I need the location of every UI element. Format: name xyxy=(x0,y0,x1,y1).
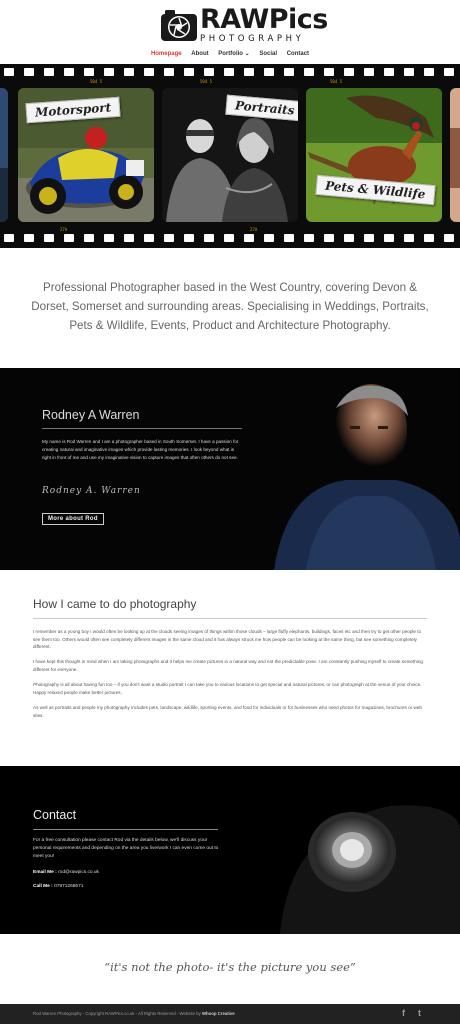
film-sprocket-hole xyxy=(44,234,54,242)
film-frame-edge xyxy=(0,88,8,222)
story-title: How I came to do photography xyxy=(33,597,197,611)
portraits-label: Portraits xyxy=(225,95,298,122)
film-code: 504 5 xyxy=(200,79,213,84)
film-sprocket-hole xyxy=(244,68,254,76)
twitter-icon[interactable]: t xyxy=(418,1008,421,1018)
story-paragraph: I remember as a young boy I would often be looking up at the clouds seeing images of things within those clouds – large fluffy elephants, buildings, faces etc and then try to get other people to see them too. Others would often see completely different images in the same cloud and it has always struck me how people can be looking at the same thing, but see something completely different. xyxy=(33,629,422,650)
about-divider xyxy=(42,428,242,429)
more-about-rod-button[interactable]: More about Rod xyxy=(42,513,104,525)
film-sprocket-hole xyxy=(104,68,114,76)
logo-tagline: PHOTOGRAPHY xyxy=(200,34,305,44)
film-sprocket-hole xyxy=(444,234,454,242)
film-sprocket-hole xyxy=(404,68,414,76)
contact-title: Contact xyxy=(33,808,77,822)
motorsport-label: Motorsport xyxy=(25,97,120,124)
film-code: 504 5 xyxy=(90,79,103,84)
film-sprocket-hole xyxy=(444,68,454,76)
nav-portfolio-label: Portfolio xyxy=(218,51,243,57)
film-sprocket-hole xyxy=(364,68,374,76)
signature: Rodney A. Warren xyxy=(42,486,141,496)
contact-section xyxy=(0,766,460,934)
film-sprocket-hole xyxy=(224,234,234,242)
film-sprocket-hole xyxy=(184,234,194,242)
about-title: Rodney A Warren xyxy=(42,408,140,422)
film-sprocket-hole xyxy=(204,234,214,242)
contact-phone xyxy=(33,884,83,889)
film-sprocket-row-top xyxy=(4,68,460,78)
contact-text: For a free consultation please contact Rod via the details below, we'll discuss your personal requirements and depending on the area you live/work I can even come out to meet you! xyxy=(33,838,219,859)
phone-label: Call Me : xyxy=(33,884,53,889)
main-nav xyxy=(0,50,460,57)
tagline-quote: “it's not the photo- it's the picture you see” xyxy=(104,960,356,974)
nav-about[interactable]: About xyxy=(191,51,209,57)
film-sprocket-hole xyxy=(44,68,54,76)
intro-section xyxy=(0,248,460,368)
story-paragraph: Photography is all about having fun too – if you don't want a studio portrait I can take you to various locations to get special and natural pictures, or can photograph at the venue of your choice. Happy relaxed people make better pictures. xyxy=(33,682,422,695)
film-sprocket-hole xyxy=(344,234,354,242)
film-sprocket-hole xyxy=(264,234,274,242)
pets-wildlife-label: Pets & Wildlife xyxy=(315,175,435,205)
site-header xyxy=(0,0,460,64)
film-sprocket-hole xyxy=(324,234,334,242)
film-sprocket-hole xyxy=(24,68,34,76)
film-sprocket-hole xyxy=(384,234,394,242)
site-logo[interactable] xyxy=(160,4,328,44)
film-sprocket-hole xyxy=(164,234,174,242)
facebook-icon[interactable]: f xyxy=(402,1008,405,1018)
film-sprocket-hole xyxy=(404,234,414,242)
film-sprocket-hole xyxy=(4,234,14,242)
quote-section xyxy=(0,934,460,1004)
footer-copyright xyxy=(33,1011,235,1016)
portraits-photo[interactable] xyxy=(162,88,298,222)
camera-aperture-icon xyxy=(160,8,198,42)
story-paragraph: As well as portraits and people my photography includes pets, landscape, wildlife, sporting events, and food for individuals or for businesses who need photos for magazines, brochures or web sites. xyxy=(33,704,422,718)
phone-link[interactable]: 07971268671 xyxy=(54,884,84,889)
film-frame-edge xyxy=(450,88,460,222)
contact-divider xyxy=(33,829,218,830)
film-sprocket-hole xyxy=(64,68,74,76)
film-sprocket-hole xyxy=(304,234,314,242)
story-section xyxy=(0,570,460,766)
film-sprocket-hole xyxy=(344,68,354,76)
email-label: Email Me : xyxy=(33,870,57,875)
film-sprocket-hole xyxy=(304,68,314,76)
pets-wildlife-photo[interactable] xyxy=(306,88,442,222)
nav-social[interactable]: Social xyxy=(259,51,278,57)
film-sprocket-hole xyxy=(24,234,34,242)
rotary-phone-photo xyxy=(250,766,460,934)
film-sprocket-hole xyxy=(124,68,134,76)
film-sprocket-hole xyxy=(284,234,294,242)
contact-email xyxy=(33,870,99,875)
film-sprocket-hole xyxy=(324,68,334,76)
film-sprocket-hole xyxy=(424,234,434,242)
story-divider xyxy=(33,618,427,619)
film-sprocket-hole xyxy=(244,234,254,242)
film-sprocket-hole xyxy=(224,68,234,76)
film-sprocket-hole xyxy=(424,68,434,76)
nav-contact[interactable]: Contact xyxy=(286,51,310,57)
intro-text: Professional Photographer based in the West Country, covering Devon & Dorset, Somerset and surrounding areas. Specialising in Weddings, Portraits, Pets & Wildlife, Events, Product and Architecture Photography. xyxy=(31,281,429,332)
film-sprocket-hole xyxy=(84,68,94,76)
film-sprocket-hole xyxy=(164,68,174,76)
film-sprocket-row-bottom xyxy=(4,234,460,244)
film-sprocket-hole xyxy=(264,68,274,76)
nav-portfolio[interactable] xyxy=(218,50,249,57)
rod-portrait-photo xyxy=(256,368,460,570)
film-strip-banner xyxy=(0,64,460,248)
film-sprocket-hole xyxy=(4,68,14,76)
credit-link[interactable]: Whoop Creative xyxy=(201,1011,235,1016)
about-text: My name is Rod Warren and I am a photographer based in South Somerset. I have a passion for creating natural and imaginative images which provide lasting memories. I look beyond what is right in front of me and use my imaginative vision to capture images that often others do not see. xyxy=(42,439,239,460)
nav-homepage[interactable]: Homepage xyxy=(150,51,182,57)
film-sprocket-hole xyxy=(184,68,194,76)
film-code: 27A xyxy=(250,227,258,232)
copyright-text: Rod Warren Photography - Copyright RAWPics.co.uk - All Rights Reserved - Website by xyxy=(33,1011,201,1016)
film-sprocket-hole xyxy=(64,234,74,242)
story-paragraph: I have kept this thought in mind when I am taking photographs and it helps me create pictures in a natural way and not the predictable pose. I am constantly pushing myself to create something different for everyone. xyxy=(33,659,423,672)
film-sprocket-hole xyxy=(84,234,94,242)
film-sprocket-hole xyxy=(364,234,374,242)
film-sprocket-hole xyxy=(124,234,134,242)
about-section xyxy=(0,368,460,570)
chevron-down-icon: ⌄ xyxy=(244,51,250,57)
film-sprocket-hole xyxy=(104,234,114,242)
film-sprocket-hole xyxy=(284,68,294,76)
film-sprocket-hole xyxy=(384,68,394,76)
film-sprocket-hole xyxy=(204,68,214,76)
email-link[interactable]: rod@rawpics.co.uk xyxy=(58,870,99,875)
film-code: 27A xyxy=(60,227,68,232)
story-text xyxy=(33,628,427,727)
site-footer xyxy=(0,1004,460,1024)
film-sprocket-hole xyxy=(144,68,154,76)
logo-wordmark: RAWPics xyxy=(200,4,328,35)
film-sprocket-hole xyxy=(144,234,154,242)
motorsport-photo[interactable] xyxy=(18,88,154,222)
film-code: 504 5 xyxy=(330,79,343,84)
